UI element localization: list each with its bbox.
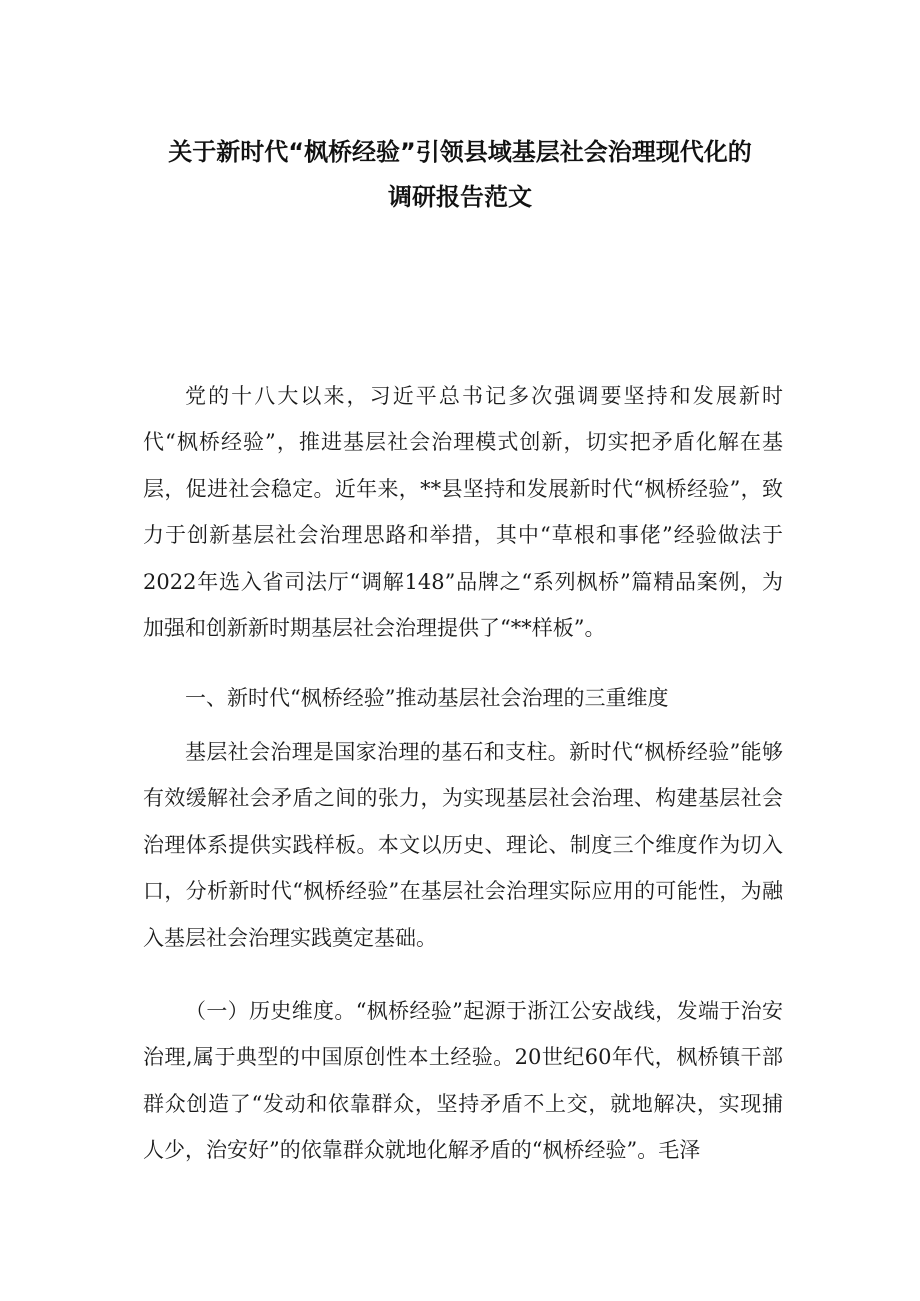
paragraph-intro: 党的十八大以来，习近平总书记多次强调要坚持和发展新时代“枫桥经验”，推进基层社会治理模式创新，切实把矛盾化解在基层，促进社会稳定。近年来，**县坚持和发展新时代“枫桥经验”，致力于创新基层社会治理思路和举措，其中“草根和事佬”经验做法于2022年选入省司法厅“调解148”品牌之“系列枫桥”篇精品案例，为加强和创新新时期基层社会治理提供了“**样板”。 (143, 384, 783, 641)
section-heading-1: 一、新时代“枫桥经验”推动基层社会治理的三重维度 (185, 686, 669, 710)
paragraph-historical-dimension: （一）历史维度。“枫桥经验”起源于浙江公安战线，发端于治安治理,属于典型的中国原创性本土经验。20世纪60年代，枫桥镇干部群众创造了“发动和依靠群众，坚持矛盾不上交，就地解决，实现捕人少，治安好”的依靠群众就地化解矛盾的“枫桥经验”。毛泽 (143, 999, 783, 1163)
document-title-line-1: 关于新时代“枫桥经验”引领县域基层社会治理现代化的 (168, 138, 752, 166)
paragraph-section-1-intro: 基层社会治理是国家治理的基石和支柱。新时代“枫桥经验”能够有效缓解社会矛盾之间的张力，为实现基层社会治理、构建基层社会治理体系提供实践样板。本文以历史、理论、制度三个维度作为切入口，分析新时代“枫桥经验”在基层社会治理实际应用的可能性，为融入基层社会治理实践奠定基础。 (143, 740, 783, 950)
document-title-line-2: 调研报告范文 (388, 183, 532, 211)
